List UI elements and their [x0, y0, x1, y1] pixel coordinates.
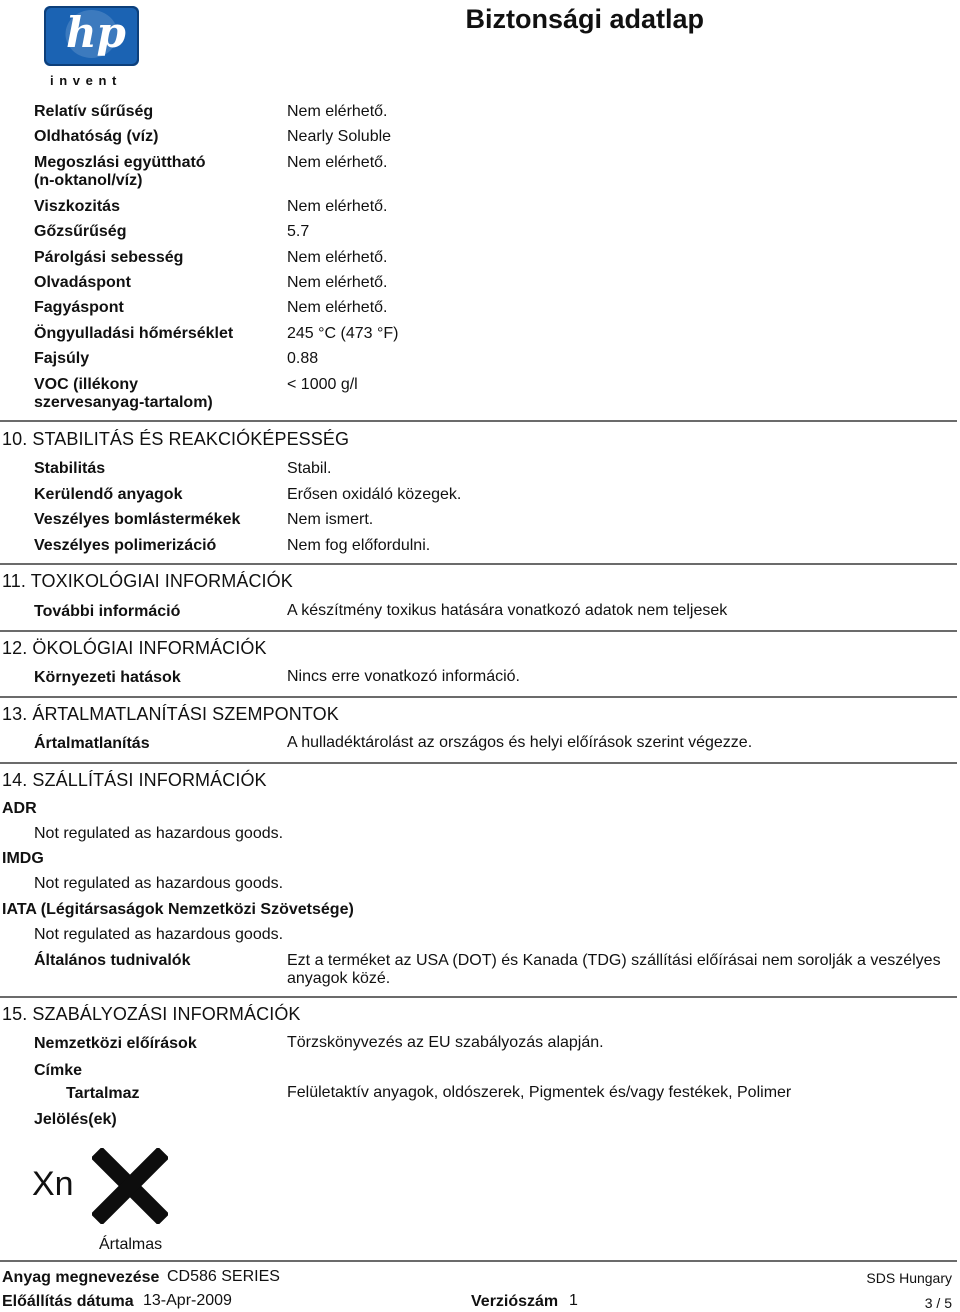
polymerization-value: Nem fog előfordulni.	[287, 537, 431, 554]
section-14-title: 14. SZÁLLÍTÁSI INFORMÁCIÓK	[2, 770, 267, 790]
section-10-title: 10. STABILITÁS ÉS REAKCIÓKÉPESSÉG	[2, 429, 350, 449]
version-value: 1	[569, 1292, 578, 1309]
imdg-heading: IMDG	[2, 850, 44, 867]
property-value: Nem elérhető.	[287, 103, 388, 120]
section-divider	[0, 420, 957, 422]
logo-text: hp	[66, 8, 126, 57]
property-value: 0.88	[287, 350, 319, 367]
section-divider	[0, 762, 957, 764]
adr-heading: ADR	[2, 800, 37, 817]
further-info-label: További információ	[34, 603, 181, 620]
further-info-value: A készítmény toxikus hatására vonatkozó adatok nem teljesek	[287, 602, 728, 619]
general-info-value-line2: anyagok közé.	[287, 970, 391, 987]
section-11-title: 11. TOXIKOLÓGIAI INFORMÁCIÓK	[2, 571, 293, 591]
property-label: Fajsúly	[34, 350, 90, 367]
property-label: Oldhatóság (víz)	[34, 128, 159, 145]
environmental-value: Nincs erre vonatkozó információ.	[287, 668, 520, 685]
sds-region: SDS Hungary	[866, 1270, 952, 1286]
property-label: VOC (illékony	[34, 376, 139, 393]
property-value: 245 °C (473 °F)	[287, 325, 399, 342]
polymerization-label: Veszélyes polimerizáció	[34, 537, 217, 554]
property-value: Nem elérhető.	[287, 154, 388, 171]
document-title: Biztonsági adatlap	[465, 4, 704, 34]
property-label: Öngyulladási hőmérséklet	[34, 325, 234, 342]
section-divider	[0, 696, 957, 698]
property-label: Relatív sűrűség	[34, 103, 154, 120]
section-12-title: 12. ÖKOLÓGIAI INFORMÁCIÓK	[2, 638, 267, 658]
section-divider	[0, 563, 957, 565]
stability-value: Stabil.	[287, 460, 332, 477]
product-name-label: Anyag megnevezése	[2, 1269, 160, 1286]
product-name-value: CD586 SERIES	[167, 1268, 280, 1285]
stability-label: Stabilitás	[34, 460, 106, 477]
section-divider	[0, 996, 957, 998]
issue-date-label: Előállítás dátuma	[2, 1293, 134, 1310]
property-value: < 1000 g/l	[287, 376, 358, 393]
hazard-code: Xn	[32, 1165, 74, 1203]
international-label: Nemzetközi előírások	[34, 1035, 197, 1052]
environmental-label: Környezeti hatások	[34, 669, 181, 686]
adr-text: Not regulated as hazardous goods.	[34, 825, 284, 842]
label-heading: Címke	[34, 1062, 83, 1079]
section-13-title: 13. ÁRTALMATLANÍTÁSI SZEMPONTOK	[2, 704, 339, 724]
property-label: Gőzsűrűség	[34, 223, 127, 240]
logo-emblem	[44, 6, 139, 66]
contents-value: Felületaktív anyagok, oldószerek, Pigmentek és/vagy festékek, Polimer	[287, 1084, 792, 1101]
imdg-text: Not regulated as hazardous goods.	[34, 875, 284, 892]
contents-label: Tartalmaz	[66, 1085, 140, 1102]
decomposition-value: Nem ismert.	[287, 511, 374, 528]
property-value: Nem elérhető.	[287, 198, 388, 215]
section-15-title: 15. SZABÁLYOZÁSI INFORMÁCIÓK	[2, 1004, 301, 1024]
page-number: 3 / 5	[924, 1295, 952, 1311]
property-value: Nem elérhető.	[287, 299, 388, 316]
version-label: Verziószám	[471, 1293, 559, 1310]
general-info-label: Általános tudnivalók	[34, 952, 191, 969]
general-info-value: Ezt a terméket az USA (DOT) és Kanada (TDG) szállítási előírásai nem sorolják a veszélyes	[287, 952, 941, 969]
disposal-label: Ártalmatlanítás	[34, 735, 150, 752]
iata-text: Not regulated as hazardous goods.	[34, 926, 284, 943]
footer-divider	[0, 1260, 957, 1262]
property-label-line2: (n-oktanol/víz)	[34, 172, 143, 189]
property-value: Nem elérhető.	[287, 249, 388, 266]
logo-tagline: i n v e n t	[50, 73, 118, 88]
property-label: Párolgási sebesség	[34, 249, 184, 266]
avoid-materials-label: Kerülendő anyagok	[34, 486, 183, 503]
section-divider	[0, 630, 957, 632]
decomposition-label: Veszélyes bomlástermékek	[34, 511, 241, 528]
property-label: Fagyáspont	[34, 299, 124, 316]
property-label: Megoszlási együttható	[34, 154, 206, 171]
property-label: Olvadáspont	[34, 274, 131, 291]
property-value: 5.7	[287, 223, 310, 240]
hazard-name: Ártalmas	[99, 1236, 163, 1253]
issue-date-value: 13-Apr-2009	[143, 1292, 232, 1309]
iata-heading: IATA (Légitársaságok Nemzetközi Szövetsége)	[2, 901, 354, 918]
avoid-materials-value: Erősen oxidáló közegek.	[287, 486, 462, 503]
property-label-line2: szervesanyag-tartalom)	[34, 394, 213, 411]
disposal-value: A hulladéktárolást az országos és helyi előírások szerint végezze.	[287, 734, 753, 751]
property-value: Nearly Soluble	[287, 128, 392, 145]
property-label: Viszkozitás	[34, 198, 120, 215]
marking-label: Jelölés(ek)	[34, 1111, 117, 1128]
harmful-x-icon	[92, 1148, 168, 1224]
property-value: Nem elérhető.	[287, 274, 388, 291]
international-value: Törzskönyvezés az EU szabályozás alapján.	[287, 1034, 604, 1051]
